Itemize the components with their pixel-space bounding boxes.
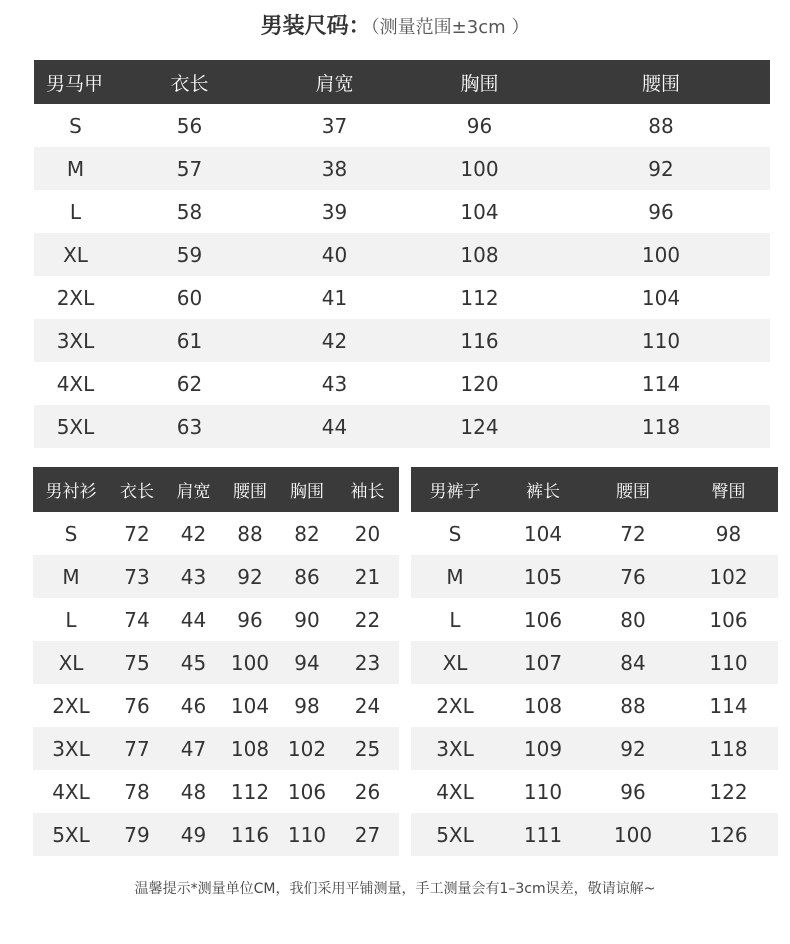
shirt-value-cell: 100 [222,641,278,684]
vest-value-cell: 58 [176,199,203,224]
vest-value-cell: 110 [552,319,770,362]
pants-table-row [411,770,778,813]
shirt-value-cell: 22 [354,607,381,632]
shirt-value-cell: 98 [294,693,320,718]
shirt-size-cell: 2XL [52,693,90,718]
shirt-size-cell: 4XL [52,779,90,804]
vest-size-cell: 3XL [34,319,117,362]
vest-table-row [34,147,770,190]
shirt-value-cell: 21 [336,555,399,598]
shirt-value-cell: 106 [287,779,327,804]
shirt-header-cell: 男衬衫 [33,467,109,512]
shirt-value-cell: 116 [222,813,278,856]
vest-value-cell: 62 [176,371,203,396]
vest-value-cell: 41 [321,285,348,310]
vest-value-cell: 96 [648,199,674,224]
vest-value-cell: 116 [407,319,552,362]
shirt-value-cell: 46 [180,693,207,718]
pants-table-row [411,555,778,598]
vest-header-cell: 肩宽 [262,60,407,104]
shirt-value-cell: 43 [165,555,222,598]
shirt-table-row [33,727,399,770]
shirt-value-cell: 75 [109,641,165,684]
shirt-size-table [33,467,399,856]
vest-value-cell: 100 [407,147,552,190]
vest-value-cell: 114 [641,371,681,396]
pants-value-cell: 76 [587,555,679,598]
shirt-size-cell: 5XL [33,813,109,856]
shirt-value-cell: 90 [294,607,320,632]
shirt-value-cell: 24 [354,693,381,718]
pants-value-cell: 114 [709,693,748,718]
vest-size-cell: 5XL [34,405,117,448]
pants-table-row [411,684,778,727]
shirt-header-cell: 肩宽 [165,467,222,512]
measurement-note: 温馨提示*测量单位CM，我们采用平铺测量，手工测量会有1–3cm误差，敬请谅解~ [134,881,656,897]
vest-value-cell: 104 [641,285,681,310]
shirt-table-row [33,813,399,856]
shirt-size-cell: M [33,555,109,598]
vest-table-row [34,276,770,319]
shirt-table-row [33,684,399,727]
shirt-value-cell: 44 [180,607,207,632]
shirt-table-row [33,598,399,641]
pants-size-cell: M [411,555,499,598]
pants-value-cell: 100 [587,813,679,856]
vest-value-cell: 56 [176,113,203,138]
pants-table-row [411,512,778,555]
vest-table-row [34,233,770,276]
pants-header-cell: 男裤子 [411,467,499,512]
pants-header-cell: 腰围 [587,467,679,512]
pants-value-cell: 72 [620,521,646,546]
vest-size-cell: 4XL [56,371,95,396]
shirt-header-cell: 腰围 [222,467,278,512]
vest-header-cell: 衣长 [117,60,262,104]
vest-table-row [34,362,770,405]
shirt-value-cell: 82 [294,521,320,546]
shirt-value-cell: 86 [278,555,336,598]
vest-table-row [34,405,770,448]
vest-value-cell: 100 [552,233,770,276]
pants-header-cell: 臀围 [679,467,778,512]
pants-value-cell: 126 [679,813,778,856]
vest-value-cell: 112 [460,285,499,310]
shirt-value-cell: 49 [165,813,222,856]
pants-value-cell: 110 [679,641,778,684]
vest-value-cell: 118 [552,405,770,448]
pants-header-cell: 裤长 [499,467,587,512]
pants-value-cell: 98 [715,521,742,546]
shirt-value-cell: 102 [278,727,336,770]
shirt-value-cell: 110 [278,813,336,856]
vest-header-cell: 胸围 [407,60,552,104]
shirt-value-cell: 73 [109,555,165,598]
vest-value-cell: 42 [262,319,407,362]
vest-size-cell: M [34,147,117,190]
shirt-size-cell: S [64,521,78,546]
shirt-header-row [33,467,399,512]
shirt-value-cell: 108 [222,727,278,770]
pants-value-cell: 118 [679,727,778,770]
pants-size-cell: 5XL [411,813,499,856]
pants-value-cell: 104 [523,521,563,546]
pants-value-cell: 122 [709,779,748,804]
shirt-value-cell: 104 [230,693,270,718]
pants-header-row [411,467,778,512]
pants-size-cell: 2XL [436,693,474,718]
pants-value-cell: 84 [587,641,679,684]
pants-value-cell: 110 [523,779,563,804]
vest-value-cell: 57 [117,147,262,190]
shirt-value-cell: 27 [336,813,399,856]
vest-header-cell: 腰围 [552,60,770,104]
vest-value-cell: 96 [466,113,493,138]
shirt-header-cell: 衣长 [109,467,165,512]
shirt-value-cell: 77 [109,727,165,770]
shirt-value-cell: 78 [124,779,150,804]
vest-size-cell: L [69,199,82,224]
pants-value-cell: 109 [499,727,587,770]
shirt-header-cell: 胸围 [278,467,336,512]
vest-value-cell: 92 [552,147,770,190]
shirt-value-cell: 88 [237,521,263,546]
vest-value-cell: 61 [117,319,262,362]
vest-body [34,104,770,448]
pants-table-row [411,598,778,641]
pants-value-cell: 108 [523,693,563,718]
pants-table-row [411,641,778,684]
pants-value-cell: 105 [499,555,587,598]
pants-value-cell: 80 [620,607,646,632]
shirt-value-cell: 94 [278,641,336,684]
vest-size-cell: S [69,113,82,138]
pants-table-row [411,813,778,856]
pants-table-row [411,727,778,770]
vest-size-cell: 2XL [56,285,95,310]
vest-value-cell: 63 [117,405,262,448]
shirt-value-cell: 26 [354,779,381,804]
shirt-value-cell: 45 [165,641,222,684]
vest-value-cell: 88 [648,113,674,138]
title-main: 男装尺码： [260,14,371,39]
shirt-value-cell: 74 [124,607,150,632]
pants-size-cell: 3XL [411,727,499,770]
pants-size-cell: XL [411,641,499,684]
title-sub: （测量范围±3cm ） [370,17,530,38]
vest-value-cell: 60 [176,285,203,310]
shirt-value-cell: 42 [180,521,207,546]
shirt-value-cell: 25 [336,727,399,770]
vest-size-cell: XL [34,233,117,276]
pants-value-cell: 92 [587,727,679,770]
vest-value-cell: 44 [262,405,407,448]
vest-table-row [34,190,770,233]
pants-size-cell: S [448,521,462,546]
vest-value-cell: 108 [407,233,552,276]
vest-value-cell: 43 [321,371,348,396]
shirt-value-cell: 96 [237,607,263,632]
pants-body [411,512,778,856]
vest-table-row [34,104,770,147]
shirt-table-row [33,770,399,813]
shirt-value-cell: 47 [165,727,222,770]
page-title [0,10,790,44]
pants-value-cell: 96 [620,779,646,804]
shirt-body [33,512,399,856]
vest-value-cell: 59 [117,233,262,276]
vest-value-cell: 104 [460,199,499,224]
shirt-value-cell: 76 [124,693,150,718]
pants-value-cell: 102 [679,555,778,598]
shirt-value-cell: 48 [180,779,207,804]
vest-header-cell: 男马甲 [34,60,117,104]
shirt-value-cell: 112 [230,779,270,804]
vest-value-cell: 38 [262,147,407,190]
pants-value-cell: 107 [499,641,587,684]
shirt-header-cell: 袖长 [336,467,399,512]
shirt-table-row [33,555,399,598]
pants-value-cell: 88 [620,693,646,718]
shirt-size-cell: 3XL [33,727,109,770]
shirt-value-cell: 23 [336,641,399,684]
pants-value-cell: 106 [523,607,563,632]
shirt-size-cell: XL [33,641,109,684]
vest-value-cell: 37 [321,113,348,138]
vest-size-table [34,60,770,448]
vest-value-cell: 40 [262,233,407,276]
vest-header-row [34,60,770,104]
pants-size-cell: 4XL [436,779,474,804]
shirt-value-cell: 20 [354,521,381,546]
vest-value-cell: 124 [407,405,552,448]
shirt-value-cell: 72 [124,521,150,546]
shirt-table-row [33,641,399,684]
pants-size-cell: L [449,607,461,632]
shirt-size-cell: L [65,607,77,632]
vest-value-cell: 120 [460,371,499,396]
vest-table-row [34,319,770,362]
vest-value-cell: 39 [321,199,348,224]
pants-size-table [411,467,778,856]
pants-value-cell: 111 [499,813,587,856]
pants-value-cell: 106 [709,607,748,632]
shirt-value-cell: 79 [109,813,165,856]
shirt-value-cell: 92 [222,555,278,598]
shirt-table-row [33,512,399,555]
